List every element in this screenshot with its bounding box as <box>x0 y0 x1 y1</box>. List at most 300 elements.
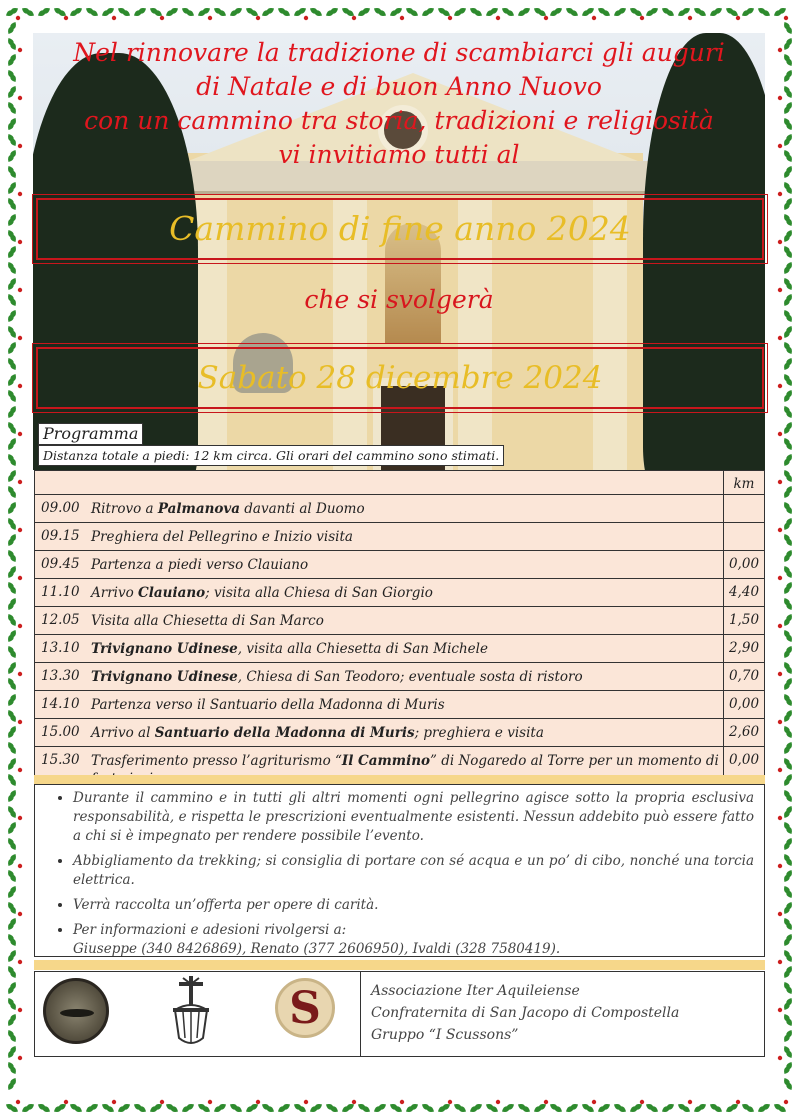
holly-leaf <box>782 821 794 836</box>
holly-berry <box>18 336 22 340</box>
row-time: 13.30 <box>41 668 80 684</box>
holly-leaf <box>782 629 794 644</box>
holly-berry <box>778 816 782 820</box>
holly-leaf <box>782 453 794 468</box>
holly-leaf <box>597 6 612 18</box>
holly-berry <box>778 336 782 340</box>
holly-leaf <box>782 597 794 612</box>
holly-leaf <box>782 277 794 292</box>
holly-leaf <box>782 245 794 260</box>
holly-leaf <box>782 37 794 52</box>
holly-leaf <box>782 789 794 804</box>
holly-leaf <box>782 549 794 564</box>
holly-leaf <box>6 309 18 324</box>
holly-leaf <box>277 1102 292 1114</box>
holly-berry <box>18 1056 22 1060</box>
holly-leaf <box>6 757 18 772</box>
holly-leaf <box>325 6 340 18</box>
logos-cell <box>35 972 361 1056</box>
holly-leaf <box>6 677 18 692</box>
holly-leaf <box>613 1102 628 1114</box>
holly-berry <box>736 16 740 20</box>
holly-leaf <box>229 1102 244 1114</box>
row-km <box>723 523 764 550</box>
holly-leaf <box>6 1077 18 1092</box>
holly-leaf <box>782 981 794 996</box>
holly-leaf <box>373 6 388 18</box>
row-text: Trasferimento presso l’agriturismo “ <box>91 753 342 769</box>
row-text: Ritrovo a <box>91 501 158 517</box>
holly-berry <box>16 16 20 20</box>
holly-leaf <box>782 101 794 116</box>
holly-leaf <box>782 53 794 68</box>
holly-berry <box>18 384 22 388</box>
organizers-footer <box>34 971 765 1057</box>
holly-leaf <box>565 1102 580 1114</box>
holly-berry <box>18 288 22 292</box>
note-item <box>73 921 754 959</box>
holly-leaf <box>782 373 794 388</box>
organizers-list <box>361 972 764 1056</box>
intro-line: con un cammino tra storia, tradizioni e religiosità <box>84 106 714 135</box>
holly-leaf <box>782 917 794 932</box>
holly-leaf <box>6 357 18 372</box>
holly-leaf <box>6 725 18 740</box>
holly-berry <box>18 192 22 196</box>
row-text: , Chiesa di San Teodoro; eventuale sosta di ristoro <box>237 669 583 685</box>
holly-leaf <box>181 1102 196 1114</box>
holly-leaf <box>782 229 794 244</box>
holly-leaf <box>6 853 18 868</box>
holly-berry <box>778 1056 782 1060</box>
holly-leaf <box>6 613 18 628</box>
holly-berry <box>640 16 644 20</box>
holly-leaf <box>782 1077 794 1092</box>
holly-berry <box>778 960 782 964</box>
holly-leaf <box>782 213 794 228</box>
intro-line: di Natale e di buon Anno Nuovo <box>196 72 602 101</box>
holly-leaf <box>373 1102 388 1114</box>
holly-leaf <box>757 1102 772 1114</box>
holly-berry <box>16 1100 20 1104</box>
holly-leaf <box>782 901 794 916</box>
row-place: Il Cammino <box>341 753 431 769</box>
holly-leaf <box>6 709 18 724</box>
row-km: 0,00 <box>723 691 764 718</box>
holly-leaf <box>782 853 794 868</box>
holly-leaf <box>782 645 794 660</box>
holly-leaf <box>6 341 18 356</box>
holly-leaf <box>405 6 420 18</box>
holly-leaf <box>741 1102 756 1114</box>
holly-leaf <box>782 885 794 900</box>
holly-leaf <box>782 261 794 276</box>
intro-text <box>33 36 765 172</box>
row-km <box>723 495 764 522</box>
holly-leaf <box>453 6 468 18</box>
holly-leaf <box>69 1102 84 1114</box>
holly-berry <box>778 144 782 148</box>
holly-leaf <box>69 6 84 18</box>
holly-berry <box>18 672 22 676</box>
holly-leaf <box>6 325 18 340</box>
holly-berry <box>778 192 782 196</box>
holly-berry <box>778 768 782 772</box>
holly-leaf <box>6 517 18 532</box>
holly-leaf <box>782 677 794 692</box>
row-description <box>85 663 723 690</box>
row-description <box>85 607 723 634</box>
holly-berry <box>208 16 212 20</box>
holly-leaf <box>6 1029 18 1044</box>
holly-berry <box>18 720 22 724</box>
table-row <box>35 663 764 691</box>
event-date: Sabato 28 dicembre 2024 <box>36 347 764 409</box>
note-item: • Durante il cammino e in tutti gli altri momenti ogni pellegrino agisce sotto la propria esclusiva responsabilità, e rispetta le prescrizioni eventualmente esistenti. Nessun addebito può essere fatto a chi si è impegnato per rendere possibile l’evento. <box>73 789 754 846</box>
holly-leaf <box>661 6 676 18</box>
holly-leaf <box>6 133 18 148</box>
row-text: davanti al Duomo <box>239 501 365 517</box>
contact-line: Giuseppe (340 8426869), Renato (377 2606950), Ivaldi (328 7580419). <box>73 941 561 957</box>
row-time: 15.30 <box>41 752 80 768</box>
holly-berry <box>64 1100 68 1104</box>
holly-leaf <box>6 789 18 804</box>
holly-leaf <box>261 1102 276 1114</box>
table-row <box>35 607 764 635</box>
holly-leaf <box>6 453 18 468</box>
holly-leaf <box>501 6 516 18</box>
holly-leaf <box>782 693 794 708</box>
holly-leaf <box>782 85 794 100</box>
row-time: 09.00 <box>41 500 80 516</box>
holly-leaf <box>213 6 228 18</box>
holly-berry <box>778 528 782 532</box>
holly-leaf <box>6 69 18 84</box>
holly-leaf <box>693 1102 708 1114</box>
holly-berry <box>784 1100 788 1104</box>
s-emblem-icon: S <box>275 978 335 1038</box>
holly-leaf <box>37 6 52 18</box>
holly-leaf <box>6 373 18 388</box>
programme-table <box>34 470 765 793</box>
holly-berry <box>18 48 22 52</box>
holly-leaf <box>6 1013 18 1028</box>
row-description <box>85 691 723 718</box>
holly-berry <box>18 768 22 772</box>
holly-berry <box>400 1100 404 1104</box>
holly-leaf <box>133 6 148 18</box>
holly-leaf <box>85 1102 100 1114</box>
holly-leaf <box>782 357 794 372</box>
row-place: Clauiano <box>138 585 206 601</box>
holly-leaf <box>6 149 18 164</box>
holly-berry <box>448 1100 452 1104</box>
holly-berry <box>160 16 164 20</box>
row-time: 12.05 <box>41 612 80 628</box>
holly-leaf <box>6 501 18 516</box>
holly-leaf <box>782 581 794 596</box>
holly-leaf <box>6 485 18 500</box>
holly-leaf <box>782 1029 794 1044</box>
holly-leaf <box>213 1102 228 1114</box>
holly-leaf <box>501 1102 516 1114</box>
holly-leaf <box>6 645 18 660</box>
holly-leaf <box>6 917 18 932</box>
row-text: Arrivo <box>91 585 139 601</box>
holly-leaf <box>6 565 18 580</box>
holly-leaf <box>6 901 18 916</box>
holly-leaf <box>782 805 794 820</box>
row-description <box>85 495 723 522</box>
table-row <box>35 635 764 663</box>
holly-leaf <box>6 229 18 244</box>
holly-berry <box>400 16 404 20</box>
table-row <box>35 691 764 719</box>
holly-leaf <box>6 549 18 564</box>
row-km: 2,90 <box>723 635 764 662</box>
holly-leaf <box>6 21 18 36</box>
row-place: Trivignano Udinese <box>91 669 238 685</box>
holly-berry <box>778 672 782 676</box>
holly-leaf <box>782 181 794 196</box>
holly-leaf <box>709 1102 724 1114</box>
holly-berry <box>544 16 548 20</box>
holly-berry <box>18 432 22 436</box>
holly-berry <box>64 16 68 20</box>
holly-berry <box>778 288 782 292</box>
row-time: 09.15 <box>41 528 80 544</box>
row-description <box>85 551 723 578</box>
holly-leaf <box>6 117 18 132</box>
table-row <box>35 719 764 747</box>
holly-leaf <box>613 6 628 18</box>
row-text: ; visita alla Chiesa di San Giorgio <box>205 585 433 601</box>
holly-berry <box>18 624 22 628</box>
holly-leaf <box>309 6 324 18</box>
holly-berry <box>778 432 782 436</box>
holly-leaf <box>6 869 18 884</box>
holly-berry <box>18 576 22 580</box>
holly-leaf <box>6 165 18 180</box>
holly-leaf <box>6 389 18 404</box>
holly-leaf <box>782 149 794 164</box>
row-description <box>85 579 723 606</box>
holly-berry <box>778 48 782 52</box>
row-km: 2,60 <box>723 719 764 746</box>
holly-berry <box>18 96 22 100</box>
holly-leaf <box>782 309 794 324</box>
row-text: Arrivo al <box>91 725 155 741</box>
holly-leaf <box>782 69 794 84</box>
holly-leaf <box>325 1102 340 1114</box>
holly-leaf <box>309 1102 324 1114</box>
row-km: 0,70 <box>723 663 764 690</box>
divider-band <box>34 960 765 970</box>
holly-berry <box>688 1100 692 1104</box>
contact-line: • Per informazioni e adesioni rivolgersi a: <box>73 922 347 938</box>
holly-leaf <box>6 773 18 788</box>
holly-leaf <box>21 1102 36 1114</box>
holly-leaf <box>165 6 180 18</box>
holly-berry <box>784 16 788 20</box>
holly-leaf <box>133 1102 148 1114</box>
row-text: Preghiera del Pellegrino e Inizio visita <box>91 529 353 545</box>
holly-berry <box>18 816 22 820</box>
holly-leaf <box>6 1061 18 1076</box>
holly-berry <box>778 1008 782 1012</box>
row-text: ” di Nogaredo al Torre per un momento di <box>430 753 719 769</box>
holly-leaf <box>661 1102 676 1114</box>
holly-leaf <box>469 6 484 18</box>
row-time: 09.45 <box>41 556 80 572</box>
holly-leaf <box>6 981 18 996</box>
holly-leaf <box>6 885 18 900</box>
holly-leaf <box>229 6 244 18</box>
holly-leaf <box>6 245 18 260</box>
holly-leaf <box>117 1102 132 1114</box>
holly-berry <box>778 576 782 580</box>
row-km: 4,40 <box>723 579 764 606</box>
note-item: • Verrà raccolta un’offerta per opere di carità. <box>73 896 754 915</box>
table-row <box>35 551 764 579</box>
holly-leaf <box>782 405 794 420</box>
holly-leaf <box>6 405 18 420</box>
holly-berry <box>640 1100 644 1104</box>
holly-leaf <box>782 661 794 676</box>
holly-leaf <box>6 469 18 484</box>
holly-berry <box>18 864 22 868</box>
holly-leaf <box>645 6 660 18</box>
holly-leaf <box>6 581 18 596</box>
holly-leaf <box>549 1102 564 1114</box>
holly-berry <box>688 16 692 20</box>
holly-leaf <box>782 469 794 484</box>
holly-leaf <box>6 997 18 1012</box>
holly-leaf <box>782 709 794 724</box>
intro-line: Nel rinnovare la tradizione di scambiarci gli auguri <box>73 38 725 67</box>
holly-leaf <box>782 757 794 772</box>
holly-leaf <box>782 1061 794 1076</box>
holly-leaf <box>782 965 794 980</box>
holly-leaf <box>6 37 18 52</box>
holly-berry <box>448 16 452 20</box>
holly-leaf <box>357 6 372 18</box>
holly-leaf <box>469 1102 484 1114</box>
holly-berry <box>18 528 22 532</box>
holly-leaf <box>421 1102 436 1114</box>
holly-leaf <box>782 773 794 788</box>
row-text: ; preghiera e visita <box>414 725 544 741</box>
holly-leaf <box>421 6 436 18</box>
holly-leaf <box>357 1102 372 1114</box>
holly-leaf <box>6 213 18 228</box>
holly-leaf <box>782 533 794 548</box>
organizer-name: Associazione Iter Aquileiense <box>371 983 580 999</box>
holly-berry <box>778 96 782 100</box>
holly-leaf <box>782 741 794 756</box>
row-place: Santuario della Madonna di Muris <box>154 725 415 741</box>
holly-berry <box>18 240 22 244</box>
holly-leaf <box>6 821 18 836</box>
km-header: km <box>723 471 764 494</box>
holly-leaf <box>741 6 756 18</box>
holly-leaf <box>757 6 772 18</box>
row-place: Trivignano Udinese <box>91 641 238 657</box>
holly-leaf <box>709 6 724 18</box>
holly-leaf <box>782 389 794 404</box>
event-title: Cammino di fine anno 2024 <box>36 198 764 260</box>
holly-leaf <box>6 1045 18 1060</box>
holly-leaf <box>782 869 794 884</box>
holly-leaf <box>565 6 580 18</box>
holly-leaf <box>181 6 196 18</box>
holly-berry <box>736 1100 740 1104</box>
holly-leaf <box>782 485 794 500</box>
holly-leaf <box>782 1045 794 1060</box>
holly-leaf <box>165 1102 180 1114</box>
row-km: 0,00 <box>723 747 764 792</box>
holly-leaf <box>6 293 18 308</box>
holly-berry <box>778 480 782 484</box>
row-km: 0,00 <box>723 551 764 578</box>
holly-leaf <box>261 6 276 18</box>
holly-berry <box>18 480 22 484</box>
row-description <box>85 523 723 550</box>
row-km: 1,50 <box>723 607 764 634</box>
holly-leaf <box>6 965 18 980</box>
holly-leaf <box>6 437 18 452</box>
holly-berry <box>352 16 356 20</box>
holly-leaf <box>782 949 794 964</box>
organizer-name: Gruppo “I Scussons” <box>371 1027 519 1043</box>
holly-leaf <box>782 133 794 148</box>
holly-leaf <box>6 741 18 756</box>
holly-berry <box>778 720 782 724</box>
holly-leaf <box>21 6 36 18</box>
holly-leaf <box>405 1102 420 1114</box>
holly-berry <box>778 912 782 916</box>
holly-berry <box>592 1100 596 1104</box>
holly-leaf <box>453 1102 468 1114</box>
row-description <box>85 635 723 662</box>
holly-berry <box>496 1100 500 1104</box>
holly-berry <box>112 1100 116 1104</box>
holly-leaf <box>6 421 18 436</box>
holly-leaf <box>782 565 794 580</box>
holly-leaf <box>645 1102 660 1114</box>
row-text: , visita alla Chiesetta di San Michele <box>237 641 488 657</box>
holly-leaf <box>6 101 18 116</box>
programme-label: Programma <box>38 423 143 445</box>
table-row <box>35 579 764 607</box>
holly-berry <box>304 1100 308 1104</box>
holly-leaf <box>782 725 794 740</box>
holly-berry <box>208 1100 212 1104</box>
holly-berry <box>18 1008 22 1012</box>
programme-note: Distanza totale a piedi: 12 km circa. Gli orari del cammino sono stimati. <box>38 445 504 466</box>
row-description <box>85 719 723 746</box>
holly-leaf <box>782 293 794 308</box>
row-time: 11.10 <box>41 584 80 600</box>
holly-berry <box>18 960 22 964</box>
holly-leaf <box>782 437 794 452</box>
subtitle: che si svolgerà <box>304 285 494 314</box>
row-time: 13.10 <box>41 640 80 656</box>
holly-leaf <box>597 1102 612 1114</box>
holly-leaf <box>782 933 794 948</box>
holly-leaf <box>6 533 18 548</box>
holly-berry <box>496 16 500 20</box>
